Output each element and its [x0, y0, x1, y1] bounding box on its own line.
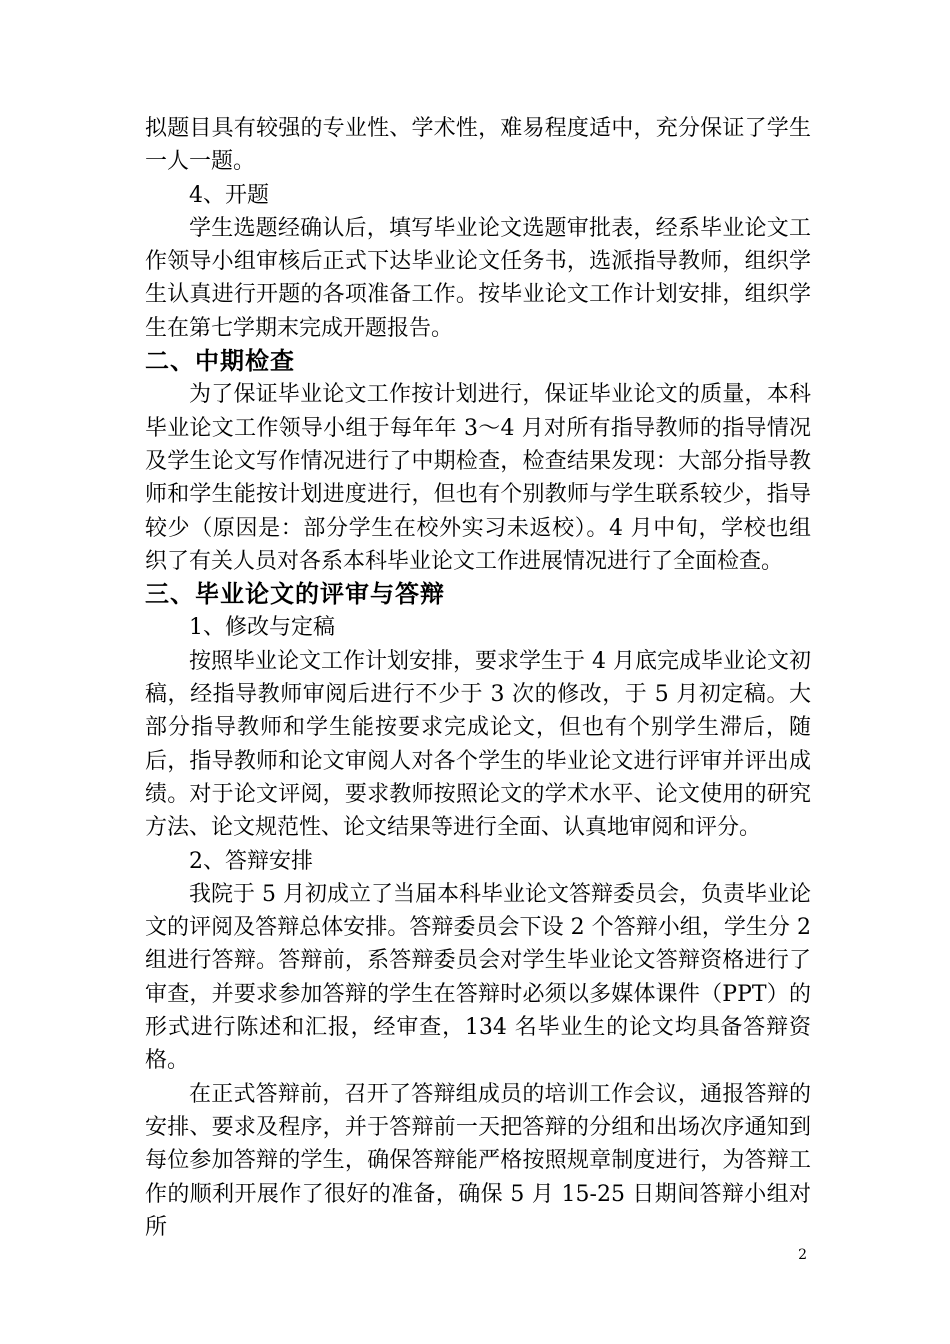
document-body	[145, 112, 811, 1244]
paragraph-defense-training: 在正式答辩前，召开了答辩组成员的培训工作会议，通报答辩的安排、要求及程序，并于答辩前一天把答辩的分组和出场次序通知到每位参加答辩的学生，确保答辩能严格按照规章制度进行，为答辩工作的顺利开展作了很好的准备，确保 5 月 15-25 日期间答辩小组对所	[145, 1081, 811, 1240]
paragraph-opening: 学生选题经确认后，填写毕业论文选题审批表，经系毕业论文工作领导小组审核后正式下达毕业论文任务书，选派指导教师，组织学生认真进行开题的各项准备工作。按毕业论文工作计划安排，组织学生在第七学期末完成开题报告。	[145, 215, 811, 341]
page-number: 2	[798, 1247, 807, 1263]
paragraph-continuation: 拟题目具有较强的专业性、学术性，难易程度适中，充分保证了学生一人一题。	[145, 116, 811, 175]
paragraph-defense-arrangement: 我院于 5 月初成立了当届本科毕业论文答辩委员会，负责毕业论文的评阅及答辩总体安排。答辩委员会下设 2 个答辩小组，学生分 2 组进行答辩。答辩前，系答辩委员会对学生毕业论文答辩资格进行了审查，并要求参加答辩的学生在答辩时必须以多媒体课件（PPT）的形式进行陈述和汇报，经审查，134 名毕业生的论文均具备答辩资格。	[145, 881, 811, 1074]
section-heading-midterm-check: 二、中期检查	[145, 347, 295, 376]
section-heading-review-defense: 三、毕业论文的评审与答辩	[145, 580, 445, 609]
subsection-title-opening: 4、开题	[189, 182, 269, 208]
paragraph-revision: 按照毕业论文工作计划安排，要求学生于 4 月底完成毕业论文初稿，经指导教师审阅后进行不少于 3 次的修改，于 5 月初定稿。大部分指导教师和学生能按要求完成论文，但也有个别学生滞后，随后，指导教师和论文审阅人对各个学生的毕业论文进行评审并评出成绩。对于论文评阅，要求教师按照论文的学术水平、论文使用的研究方法、论文规范性、论文结果等进行全面、认真地审阅和评分。	[145, 648, 811, 841]
subsection-title-defense-arrangement: 2、答辩安排	[189, 848, 313, 874]
paragraph-midterm-check: 为了保证毕业论文工作按计划进行，保证毕业论文的质量，本科毕业论文工作领导小组于每年年 3～4 月对所有指导教师的指导情况及学生论文写作情况进行了中期检查，检查结果发现：大部分指导教师和学生能按计划进度进行，但也有个别教师与学生联系较少，指导较少（原因是：部分学生在校外实习未返校）。4 月中旬，学校也组织了有关人员对各系本科毕业论文工作进展情况进行了全面检查。	[145, 382, 811, 574]
subsection-title-revision: 1、修改与定稿	[189, 615, 335, 641]
